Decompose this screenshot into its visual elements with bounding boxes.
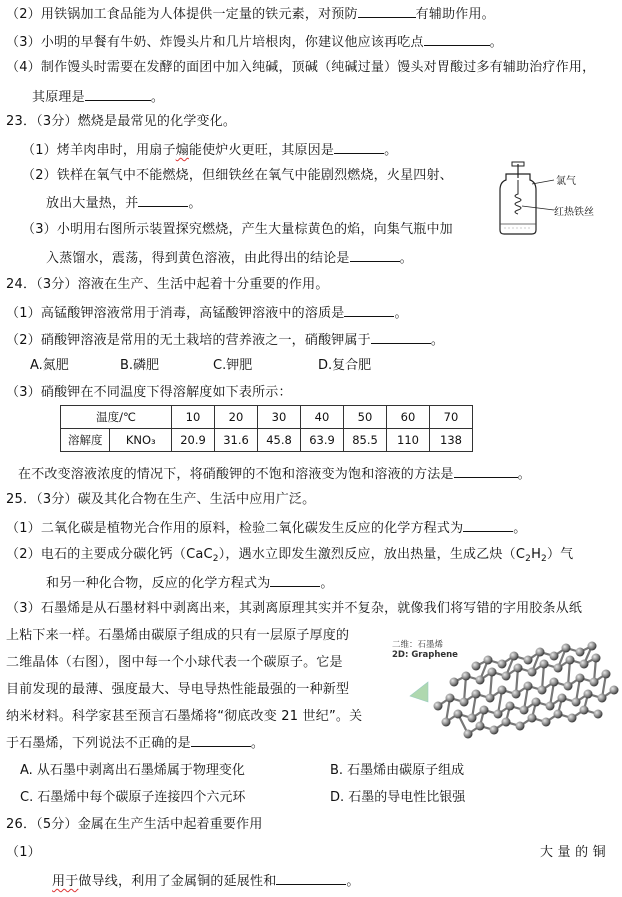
q24-part2-suffix: 。 bbox=[430, 333, 445, 348]
q24-option-b[interactable]: B.磷肥 bbox=[120, 358, 160, 373]
substance-cell: KNO₃ bbox=[110, 429, 172, 452]
q24-part2 bbox=[6, 330, 444, 350]
q23-part2-suffix: 。 bbox=[188, 196, 202, 211]
q22-part2-suffix: 有辅助作用。 bbox=[415, 7, 495, 22]
answer-blank[interactable] bbox=[371, 330, 431, 344]
q26-part1-suffix: 。 bbox=[346, 874, 360, 889]
q23-part2-text: 放出大量热，并 bbox=[46, 196, 139, 211]
q24-part1 bbox=[6, 303, 408, 323]
q23-part2-line1: （2）铁样在氧气中不能燃烧，但细铁丝在氧气中能剧烈燃烧，火星四射、 bbox=[22, 168, 453, 183]
iron-wire-label: 红热铁丝 bbox=[554, 207, 594, 218]
q23-part2-line2 bbox=[46, 193, 202, 213]
q22-part2 bbox=[6, 4, 495, 24]
q25-option-d[interactable]: D. 石墨的导电性比银强 bbox=[330, 790, 466, 805]
q26-part1-line2 bbox=[52, 871, 360, 891]
temp-cell: 30 bbox=[258, 406, 301, 429]
q25-option-b[interactable]: B. 石墨烯由碳原子组成 bbox=[330, 763, 465, 778]
subscript: 2 bbox=[541, 554, 547, 564]
solubility-cell: 63.9 bbox=[301, 429, 344, 452]
answer-blank[interactable] bbox=[344, 303, 394, 317]
answer-blank[interactable] bbox=[463, 518, 513, 532]
q23-part1 bbox=[22, 140, 397, 160]
q23-part3-line2 bbox=[46, 248, 413, 268]
q25-part3-line4: 目前发现的最薄、强度最大、导电导热性能最强的一种新型 bbox=[6, 682, 350, 697]
q23-title: 23．（3分）燃烧是最常见的化学变化。 bbox=[6, 114, 237, 129]
q25-part2-suffix: 。 bbox=[320, 576, 334, 591]
solubility-cell: 138 bbox=[430, 429, 473, 452]
q25-part2-line2-text: 和另一种化合物，反应的化学方程式为 bbox=[46, 576, 271, 591]
subscript: 2 bbox=[212, 554, 219, 564]
q25-option-a[interactable]: A. 从石墨中剥离出石墨烯属于物理变化 bbox=[20, 763, 245, 778]
temp-cell: 40 bbox=[301, 406, 344, 429]
q25-part3-line2: 上粘下来一样。石墨烯由碳原子组成的只有一层原子厚度的 bbox=[6, 628, 350, 643]
q25-part1-suffix: 。 bbox=[513, 521, 527, 536]
q24-title: 24．（3分）溶液在生产、生活中起着十分重要的作用。 bbox=[6, 277, 329, 292]
answer-blank[interactable] bbox=[334, 140, 384, 154]
q23-part1-suffix: 。 bbox=[384, 143, 398, 158]
q22-part3-text: （3）小明的早餐有牛奶、炸馒头片和几片培根肉，你建议他应该再吃点 bbox=[6, 35, 424, 50]
q22-part4-line1: （4）制作馒头时需要在发酵的面团中加入纯碱，顶碱（纯碱过量）馒头对胃酸过多有辅助治疗作用， bbox=[6, 60, 596, 75]
q26-part1-right-text: 大 量 的 铜 bbox=[540, 845, 606, 860]
q24-option-a[interactable]: A.氮肥 bbox=[30, 358, 69, 373]
graphene-label-en: 2D: Graphene bbox=[392, 650, 458, 660]
q24-option-d[interactable]: D.复合肥 bbox=[318, 358, 372, 373]
answer-blank[interactable] bbox=[191, 733, 251, 747]
solubility-cell: 20.9 bbox=[172, 429, 215, 452]
table-row-solubility bbox=[61, 429, 473, 452]
solubility-cell: 110 bbox=[387, 429, 430, 452]
temp-cell: 70 bbox=[430, 406, 473, 429]
q26-part1-label: （1） bbox=[6, 845, 41, 860]
q22-part3 bbox=[6, 32, 503, 52]
solubility-cell: 85.5 bbox=[344, 429, 387, 452]
answer-blank[interactable] bbox=[424, 32, 490, 46]
q23-part3-suffix: 。 bbox=[399, 251, 413, 266]
header-cell: 温度/℃ bbox=[61, 406, 172, 429]
graphene-figure bbox=[388, 636, 622, 746]
q23-part3-text: 入蒸馏水，震荡，得到黄色溶液，由此得出的结论是 bbox=[46, 251, 350, 266]
spellcheck-word: 用于 bbox=[52, 874, 79, 889]
q25-part3-line5: 纳米材料。科学家甚至预言石墨烯将“彻底改变 21 世纪”。关 bbox=[6, 709, 363, 724]
q25-part3-line1: （3）石墨烯是从石墨材料中剥离出来，其剥离原理其实并不复杂，就像我们将写错的字用胶条从纸 bbox=[6, 601, 583, 616]
gas-jar-figure bbox=[496, 160, 622, 240]
q25-part2-text-a: （2）电石的主要成分碳化钙（CaC bbox=[6, 547, 213, 562]
temp-cell: 20 bbox=[215, 406, 258, 429]
temp-cell: 60 bbox=[387, 406, 430, 429]
q23-part1-text: （1）烤羊肉串时，用扇子 bbox=[22, 143, 176, 158]
q25-part3-line6 bbox=[6, 733, 264, 753]
oxygen-label: 氯气 bbox=[556, 176, 576, 187]
q26-title: 26．（5分）金属在生产生活中起着重要作用 bbox=[6, 817, 263, 832]
answer-blank[interactable] bbox=[276, 871, 346, 885]
temp-cell: 10 bbox=[172, 406, 215, 429]
q25-part1-text: （1）二氧化碳是植物光合作用的原料，检验二氧化碳发生反应的化学方程式为 bbox=[6, 521, 464, 536]
q24-option-c[interactable]: C.钾肥 bbox=[213, 358, 253, 373]
subscript: 2 bbox=[525, 554, 532, 564]
table-row-temperature bbox=[61, 406, 473, 429]
q22-part4-line2 bbox=[32, 87, 164, 107]
solubility-cell: 45.8 bbox=[258, 429, 301, 452]
q25-title: 25．（3分）碳及其化合物在生产、生活中应用广泛。 bbox=[6, 492, 316, 507]
q25-part2-text-c: H bbox=[531, 547, 542, 562]
q24-part4 bbox=[18, 464, 531, 484]
answer-blank[interactable] bbox=[350, 248, 400, 262]
q25-part2-text-d: ）气 bbox=[546, 547, 574, 562]
q24-part2-text: （2）硝酸钾溶液是常用的无土栽培的营养液之一，硝酸钾属于 bbox=[6, 333, 371, 348]
answer-blank[interactable] bbox=[270, 573, 320, 587]
answer-blank[interactable] bbox=[358, 4, 416, 18]
q25-part3-last-text: 于石墨烯，下列说法不正确的是 bbox=[6, 736, 191, 751]
temp-cell: 50 bbox=[344, 406, 387, 429]
q25-part3-line3: 二维晶体（右图），图中每一个小球代表一个碳原子。它是 bbox=[6, 655, 343, 670]
q25-part1 bbox=[6, 518, 526, 538]
q25-part3-suffix: 。 bbox=[250, 736, 265, 751]
q22-part4-suffix: 。 bbox=[150, 90, 165, 105]
q25-part2-line2 bbox=[46, 573, 334, 593]
q25-part2-line1 bbox=[6, 546, 573, 568]
row-label-cell: 溶解度 bbox=[61, 429, 110, 452]
answer-blank[interactable] bbox=[138, 193, 188, 207]
q24-part4-text: 在不改变溶液浓度的情况下，将硝酸钾的不饱和溶液变为饱和溶液的方法是 bbox=[18, 467, 454, 482]
solubility-table bbox=[60, 405, 473, 452]
q25-part2-text-b: ），遇水立即发生激烈反应，放出热量，生成乙炔（C bbox=[218, 547, 526, 562]
q23-part3-line1: （3）小明用右图所示装置探究燃烧，产生大量棕黄色的焰，向集气瓶中加 bbox=[22, 222, 453, 237]
q22-part4-text: 其原理是 bbox=[32, 90, 85, 105]
q22-part2-text: （2）用铁锅加工食品能为人体提供一定量的铁元素，对预防 bbox=[6, 7, 358, 22]
graphene-label-cn: 二维：石墨烯 bbox=[392, 640, 444, 650]
q24-part4-suffix: 。 bbox=[517, 467, 531, 482]
spellcheck-word: 煽 bbox=[175, 143, 189, 158]
q22-part3-suffix: 。 bbox=[489, 35, 503, 50]
answer-blank[interactable] bbox=[454, 464, 518, 478]
q24-part3: （3）硝酸钾在不同温度下得溶解度如下表所示： bbox=[6, 385, 292, 400]
q24-part1-suffix: 。 bbox=[394, 306, 408, 321]
q26-part1-text: 做导线，利用了金属铜的延展性和 bbox=[78, 874, 277, 889]
solubility-cell: 31.6 bbox=[215, 429, 258, 452]
answer-blank[interactable] bbox=[85, 87, 151, 101]
q24-part1-text: （1）高锰酸钾溶液常用于消毒，高锰酸钾溶液中的溶质是 bbox=[6, 306, 345, 321]
q23-part1-mid: 能使炉火更旺，其原因是 bbox=[188, 143, 335, 158]
q25-option-c[interactable]: C. 石墨烯中每个碳原子连接四个六元环 bbox=[20, 790, 246, 805]
